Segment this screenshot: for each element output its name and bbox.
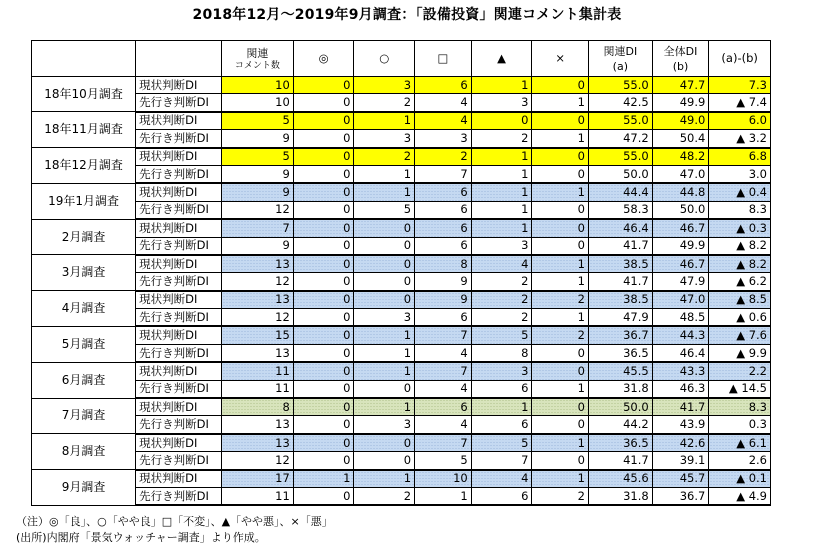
survey-period-label: 3月調査 — [32, 255, 136, 291]
difference-value-cell: ▲ 14.5 — [709, 380, 771, 398]
table-row — [32, 219, 771, 237]
double-circle-count-cell: 0 — [293, 326, 354, 344]
square-count-cell: 6 — [415, 183, 472, 201]
comment-count-cell: 10 — [222, 77, 294, 94]
cross-count-cell: 0 — [532, 77, 589, 94]
square-count-cell: 10 — [415, 470, 472, 488]
overall-di-value-cell: 41.7 — [652, 398, 709, 416]
double-circle-count-cell: 0 — [293, 219, 354, 237]
overall-di-value-cell: 46.7 — [652, 219, 709, 237]
table-row — [32, 201, 771, 219]
di-type-label: 現状判断DI — [136, 291, 222, 309]
di-type-label: 先行き判断DI — [136, 380, 222, 398]
overall-di-value-cell: 48.5 — [652, 309, 709, 327]
overall-di-value-cell: 47.9 — [652, 273, 709, 291]
cross-count-cell: 1 — [532, 380, 589, 398]
square-count-cell: 8 — [415, 255, 472, 273]
square-count-cell: 4 — [415, 380, 472, 398]
related-di-value-cell: 38.5 — [589, 291, 653, 309]
double-circle-count-cell: 0 — [293, 434, 354, 452]
comment-count-cell: 13 — [222, 434, 294, 452]
circle-count-cell: 2 — [354, 94, 415, 112]
double-circle-count-cell: 0 — [293, 255, 354, 273]
related-di-value-cell: 55.0 — [589, 148, 653, 166]
overall-di-value-cell: 46.4 — [652, 344, 709, 362]
table-row — [32, 416, 771, 434]
overall-di-value-cell: 48.2 — [652, 148, 709, 166]
circle-count-cell: 2 — [354, 487, 415, 505]
difference-value-cell: ▲ 6.2 — [709, 273, 771, 291]
header-double-circle: ◎ — [293, 41, 354, 77]
square-count-cell: 7 — [415, 326, 472, 344]
double-circle-count-cell: 0 — [293, 165, 354, 183]
table-row — [32, 77, 771, 94]
triangle-count-cell: 5 — [471, 434, 532, 452]
double-circle-count-cell: 0 — [293, 416, 354, 434]
overall-di-value-cell: 46.3 — [652, 380, 709, 398]
circle-count-cell: 2 — [354, 148, 415, 166]
table-row — [32, 452, 771, 470]
square-count-cell: 1 — [415, 487, 472, 505]
difference-value-cell: ▲ 8.2 — [709, 255, 771, 273]
comment-summary-table — [31, 40, 771, 506]
di-type-label: 先行き判断DI — [136, 201, 222, 219]
table-row — [32, 130, 771, 148]
di-type-label: 現状判断DI — [136, 112, 222, 130]
difference-value-cell: ▲ 8.2 — [709, 237, 771, 255]
double-circle-count-cell: 0 — [293, 130, 354, 148]
triangle-count-cell: 8 — [471, 344, 532, 362]
circle-count-cell: 0 — [354, 273, 415, 291]
double-circle-count-cell: 0 — [293, 112, 354, 130]
square-count-cell: 7 — [415, 362, 472, 380]
di-type-label: 先行き判断DI — [136, 94, 222, 112]
comment-count-cell: 5 — [222, 112, 294, 130]
survey-period-label: 7月調査 — [32, 398, 136, 434]
comment-count-cell: 7 — [222, 219, 294, 237]
triangle-count-cell: 1 — [471, 148, 532, 166]
cross-count-cell: 2 — [532, 487, 589, 505]
table-row — [32, 291, 771, 309]
difference-value-cell: 6.0 — [709, 112, 771, 130]
difference-value-cell: 2.2 — [709, 362, 771, 380]
header-overall-di — [652, 41, 709, 77]
related-di-value-cell: 41.7 — [589, 237, 653, 255]
difference-value-cell: 0.3 — [709, 416, 771, 434]
cross-count-cell: 0 — [532, 219, 589, 237]
double-circle-count-cell: 0 — [293, 183, 354, 201]
survey-period-label: 9月調査 — [32, 470, 136, 506]
related-di-value-cell: 55.0 — [589, 77, 653, 94]
square-count-cell: 6 — [415, 201, 472, 219]
overall-di-value-cell: 44.8 — [652, 183, 709, 201]
di-type-label: 現状判断DI — [136, 183, 222, 201]
triangle-count-cell: 1 — [471, 183, 532, 201]
difference-value-cell: 8.3 — [709, 398, 771, 416]
cross-count-cell: 1 — [532, 255, 589, 273]
circle-count-cell: 1 — [354, 326, 415, 344]
triangle-count-cell: 7 — [471, 452, 532, 470]
di-type-label: 先行き判断DI — [136, 416, 222, 434]
cross-count-cell: 2 — [532, 326, 589, 344]
comment-count-cell: 10 — [222, 94, 294, 112]
overall-di-value-cell: 49.9 — [652, 94, 709, 112]
double-circle-count-cell: 0 — [293, 398, 354, 416]
double-circle-count-cell: 0 — [293, 237, 354, 255]
cross-count-cell: 1 — [532, 94, 589, 112]
cross-count-cell: 0 — [532, 237, 589, 255]
related-di-value-cell: 45.6 — [589, 470, 653, 488]
overall-di-value-cell: 44.3 — [652, 326, 709, 344]
square-count-cell: 4 — [415, 344, 472, 362]
triangle-count-cell: 3 — [471, 362, 532, 380]
square-count-cell: 7 — [415, 165, 472, 183]
cross-count-cell: 0 — [532, 148, 589, 166]
survey-period-label: 18年10月調査 — [32, 77, 136, 112]
circle-count-cell: 1 — [354, 344, 415, 362]
square-count-cell: 6 — [415, 77, 472, 94]
cross-count-cell: 0 — [532, 362, 589, 380]
double-circle-count-cell: 1 — [293, 470, 354, 488]
triangle-count-cell: 4 — [471, 470, 532, 488]
legend-note: （注）◎「良」、○「やや良」□「不変」、▲「やや悪」、×「悪」 — [16, 515, 333, 528]
square-count-cell: 4 — [415, 416, 472, 434]
square-count-cell: 6 — [415, 309, 472, 327]
comment-count-cell: 11 — [222, 362, 294, 380]
header-circle: ○ — [354, 41, 415, 77]
cross-count-cell: 0 — [532, 452, 589, 470]
overall-di-value-cell: 47.0 — [652, 291, 709, 309]
table-row — [32, 94, 771, 112]
comment-count-cell: 5 — [222, 148, 294, 166]
cross-count-cell: 0 — [532, 416, 589, 434]
survey-period-label: 19年1月調査 — [32, 183, 136, 219]
overall-di-value-cell: 42.6 — [652, 434, 709, 452]
circle-count-cell: 0 — [354, 434, 415, 452]
square-count-cell: 5 — [415, 452, 472, 470]
overall-di-value-cell: 50.0 — [652, 201, 709, 219]
double-circle-count-cell: 0 — [293, 344, 354, 362]
related-di-value-cell: 36.5 — [589, 344, 653, 362]
difference-value-cell: ▲ 0.1 — [709, 470, 771, 488]
di-type-label: 現状判断DI — [136, 362, 222, 380]
di-type-label: 現状判断DI — [136, 255, 222, 273]
comment-count-cell: 9 — [222, 165, 294, 183]
square-count-cell: 6 — [415, 219, 472, 237]
overall-di-value-cell: 47.0 — [652, 165, 709, 183]
overall-di-value-cell: 45.7 — [652, 470, 709, 488]
di-type-label: 現状判断DI — [136, 77, 222, 94]
cross-count-cell: 1 — [532, 434, 589, 452]
header-related-di — [589, 41, 653, 77]
square-count-cell: 9 — [415, 291, 472, 309]
comment-count-cell: 11 — [222, 487, 294, 505]
related-di-value-cell: 44.2 — [589, 416, 653, 434]
header-empty-type — [136, 41, 222, 77]
overall-di-value-cell: 49.9 — [652, 237, 709, 255]
overall-di-value-cell: 36.7 — [652, 487, 709, 505]
header-cross: × — [532, 41, 589, 77]
circle-count-cell: 0 — [354, 380, 415, 398]
related-di-value-cell: 36.7 — [589, 326, 653, 344]
cross-count-cell: 0 — [532, 398, 589, 416]
comment-count-cell: 9 — [222, 183, 294, 201]
di-type-label: 先行き判断DI — [136, 130, 222, 148]
difference-value-cell: 7.3 — [709, 77, 771, 94]
header-rel-di-bottom: (a) — [612, 59, 628, 73]
comment-count-cell: 17 — [222, 470, 294, 488]
related-di-value-cell: 55.0 — [589, 112, 653, 130]
difference-value-cell: ▲ 9.9 — [709, 344, 771, 362]
square-count-cell: 7 — [415, 434, 472, 452]
header-empty — [32, 41, 136, 77]
comment-count-cell: 8 — [222, 398, 294, 416]
circle-count-cell: 5 — [354, 201, 415, 219]
difference-value-cell: 2.6 — [709, 452, 771, 470]
header-rel-di-top: 関連DI — [603, 44, 638, 58]
di-type-label: 先行き判断DI — [136, 165, 222, 183]
source-note: (出所)内閣府「景気ウォッチャー調査」より作成。 — [16, 531, 266, 544]
related-di-value-cell: 38.5 — [589, 255, 653, 273]
di-type-label: 現状判断DI — [136, 470, 222, 488]
circle-count-cell: 1 — [354, 398, 415, 416]
di-type-label: 現状判断DI — [136, 219, 222, 237]
comment-count-cell: 11 — [222, 380, 294, 398]
double-circle-count-cell: 0 — [293, 201, 354, 219]
cross-count-cell: 0 — [532, 344, 589, 362]
triangle-count-cell: 1 — [471, 77, 532, 94]
table-row — [32, 362, 771, 380]
circle-count-cell: 0 — [354, 255, 415, 273]
circle-count-cell: 1 — [354, 112, 415, 130]
triangle-count-cell: 1 — [471, 201, 532, 219]
triangle-count-cell: 6 — [471, 416, 532, 434]
triangle-count-cell: 1 — [471, 219, 532, 237]
survey-period-label: 5月調査 — [32, 326, 136, 362]
table-row — [32, 326, 771, 344]
square-count-cell: 6 — [415, 398, 472, 416]
table-row — [32, 434, 771, 452]
circle-count-cell: 1 — [354, 470, 415, 488]
triangle-count-cell: 3 — [471, 237, 532, 255]
di-type-label: 現状判断DI — [136, 398, 222, 416]
di-type-label: 先行き判断DI — [136, 344, 222, 362]
difference-value-cell: ▲ 3.2 — [709, 130, 771, 148]
table-row — [32, 273, 771, 291]
circle-count-cell: 3 — [354, 309, 415, 327]
related-di-value-cell: 41.7 — [589, 452, 653, 470]
comment-count-cell: 15 — [222, 326, 294, 344]
di-type-label: 先行き判断DI — [136, 452, 222, 470]
triangle-count-cell: 2 — [471, 309, 532, 327]
difference-value-cell: ▲ 0.6 — [709, 309, 771, 327]
table-row — [32, 112, 771, 130]
cross-count-cell: 0 — [532, 165, 589, 183]
triangle-count-cell: 1 — [471, 398, 532, 416]
header-count-top: 関連 — [246, 46, 269, 60]
difference-value-cell: ▲ 0.4 — [709, 183, 771, 201]
overall-di-value-cell: 50.4 — [652, 130, 709, 148]
related-di-value-cell: 50.0 — [589, 398, 653, 416]
table-row — [32, 148, 771, 166]
related-di-value-cell: 45.5 — [589, 362, 653, 380]
cross-count-cell: 1 — [532, 130, 589, 148]
double-circle-count-cell: 0 — [293, 273, 354, 291]
header-triangle: ▲ — [471, 41, 532, 77]
circle-count-cell: 3 — [354, 130, 415, 148]
difference-value-cell: 6.8 — [709, 148, 771, 166]
circle-count-cell: 1 — [354, 362, 415, 380]
circle-count-cell: 0 — [354, 237, 415, 255]
header-all-di-bottom: (b) — [672, 59, 689, 73]
table-row — [32, 470, 771, 488]
double-circle-count-cell: 0 — [293, 362, 354, 380]
related-di-value-cell: 44.4 — [589, 183, 653, 201]
survey-period-label: 2月調査 — [32, 219, 136, 255]
overall-di-value-cell: 47.7 — [652, 77, 709, 94]
di-type-label: 先行き判断DI — [136, 237, 222, 255]
comment-count-cell: 9 — [222, 237, 294, 255]
di-type-label: 先行き判断DI — [136, 309, 222, 327]
related-di-value-cell: 47.2 — [589, 130, 653, 148]
di-type-label: 現状判断DI — [136, 326, 222, 344]
table-row — [32, 344, 771, 362]
square-count-cell: 6 — [415, 237, 472, 255]
comment-count-cell: 13 — [222, 344, 294, 362]
header-difference: (a)-(b) — [709, 41, 771, 77]
difference-value-cell: ▲ 0.3 — [709, 219, 771, 237]
di-type-label: 先行き判断DI — [136, 273, 222, 291]
related-di-value-cell: 58.3 — [589, 201, 653, 219]
double-circle-count-cell: 0 — [293, 291, 354, 309]
header-comment-count — [222, 41, 294, 77]
difference-value-cell: ▲ 7.4 — [709, 94, 771, 112]
difference-value-cell: ▲ 7.6 — [709, 326, 771, 344]
table-row — [32, 183, 771, 201]
comment-count-cell: 12 — [222, 452, 294, 470]
header-all-di-top: 全体DI — [663, 44, 698, 58]
overall-di-value-cell: 46.7 — [652, 255, 709, 273]
related-di-value-cell: 31.8 — [589, 380, 653, 398]
triangle-count-cell: 3 — [471, 94, 532, 112]
triangle-count-cell: 6 — [471, 487, 532, 505]
header-count-bottom: コメント数 — [234, 60, 280, 71]
table-row — [32, 398, 771, 416]
difference-value-cell: 8.3 — [709, 201, 771, 219]
triangle-count-cell: 1 — [471, 165, 532, 183]
double-circle-count-cell: 0 — [293, 452, 354, 470]
circle-count-cell: 0 — [354, 452, 415, 470]
di-type-label: 現状判断DI — [136, 434, 222, 452]
related-di-value-cell: 41.7 — [589, 273, 653, 291]
related-di-value-cell: 42.5 — [589, 94, 653, 112]
difference-value-cell: ▲ 8.5 — [709, 291, 771, 309]
related-di-value-cell: 36.5 — [589, 434, 653, 452]
survey-period-label: 6月調査 — [32, 362, 136, 398]
square-count-cell: 9 — [415, 273, 472, 291]
circle-count-cell: 0 — [354, 219, 415, 237]
header-row — [32, 41, 771, 77]
table-row — [32, 487, 771, 505]
survey-period-label: 4月調査 — [32, 291, 136, 327]
triangle-count-cell: 2 — [471, 130, 532, 148]
table-row — [32, 255, 771, 273]
square-count-cell: 3 — [415, 130, 472, 148]
di-type-label: 現状判断DI — [136, 148, 222, 166]
double-circle-count-cell: 0 — [293, 309, 354, 327]
overall-di-value-cell: 43.9 — [652, 416, 709, 434]
circle-count-cell: 3 — [354, 416, 415, 434]
triangle-count-cell: 6 — [471, 380, 532, 398]
page-title: 2018年12月～2019年9月調査：「設備投資」関連コメント集計表 — [192, 7, 622, 23]
double-circle-count-cell: 0 — [293, 380, 354, 398]
cross-count-cell: 1 — [532, 183, 589, 201]
difference-value-cell: ▲ 4.9 — [709, 487, 771, 505]
difference-value-cell: 3.0 — [709, 165, 771, 183]
triangle-count-cell: 2 — [471, 291, 532, 309]
circle-count-cell: 1 — [354, 165, 415, 183]
cross-count-cell: 1 — [532, 273, 589, 291]
triangle-count-cell: 0 — [471, 112, 532, 130]
table-row — [32, 237, 771, 255]
cross-count-cell: 2 — [532, 291, 589, 309]
triangle-count-cell: 4 — [471, 255, 532, 273]
table-row — [32, 380, 771, 398]
survey-period-label: 18年11月調査 — [32, 112, 136, 148]
related-di-value-cell: 46.4 — [589, 219, 653, 237]
comment-count-cell: 13 — [222, 255, 294, 273]
square-count-cell: 2 — [415, 148, 472, 166]
circle-count-cell: 1 — [354, 183, 415, 201]
header-square: □ — [415, 41, 472, 77]
double-circle-count-cell: 0 — [293, 148, 354, 166]
di-type-label: 先行き判断DI — [136, 487, 222, 505]
table-body — [32, 77, 771, 506]
table-row — [32, 309, 771, 327]
double-circle-count-cell: 0 — [293, 94, 354, 112]
double-circle-count-cell: 0 — [293, 77, 354, 94]
circle-count-cell: 3 — [354, 77, 415, 94]
cross-count-cell: 0 — [532, 201, 589, 219]
circle-count-cell: 0 — [354, 291, 415, 309]
double-circle-count-cell: 0 — [293, 487, 354, 505]
cross-count-cell: 1 — [532, 309, 589, 327]
comment-count-cell: 13 — [222, 416, 294, 434]
related-di-value-cell: 50.0 — [589, 165, 653, 183]
related-di-value-cell: 31.8 — [589, 487, 653, 505]
difference-value-cell: ▲ 6.1 — [709, 434, 771, 452]
survey-period-label: 18年12月調査 — [32, 148, 136, 184]
cross-count-cell: 0 — [532, 112, 589, 130]
square-count-cell: 4 — [415, 112, 472, 130]
comment-count-cell: 12 — [222, 201, 294, 219]
comment-count-cell: 12 — [222, 309, 294, 327]
related-di-value-cell: 47.9 — [589, 309, 653, 327]
table-row — [32, 165, 771, 183]
overall-di-value-cell: 43.3 — [652, 362, 709, 380]
cross-count-cell: 1 — [532, 470, 589, 488]
square-count-cell: 4 — [415, 94, 472, 112]
comment-count-cell: 9 — [222, 130, 294, 148]
overall-di-value-cell: 39.1 — [652, 452, 709, 470]
triangle-count-cell: 5 — [471, 326, 532, 344]
triangle-count-cell: 2 — [471, 273, 532, 291]
comment-count-cell: 12 — [222, 273, 294, 291]
overall-di-value-cell: 49.0 — [652, 112, 709, 130]
comment-count-cell: 13 — [222, 291, 294, 309]
survey-period-label: 8月調査 — [32, 434, 136, 470]
